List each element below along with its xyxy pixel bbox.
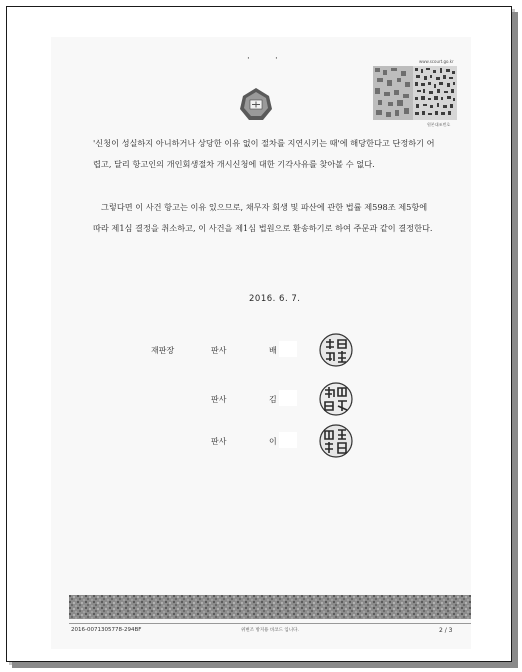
- signature-row: [51, 382, 471, 422]
- signature-row: [51, 424, 471, 464]
- redaction-mask: [279, 390, 297, 406]
- judge-seal-stamp: [319, 333, 353, 367]
- qr-caption: 원본대조번호: [427, 122, 451, 127]
- judge-name: 김: [269, 395, 277, 404]
- signature-row: [51, 333, 471, 373]
- qr-pattern-icon: [373, 66, 413, 120]
- judge-title: 판사: [211, 395, 227, 404]
- decision-date: 2016. 6. 7.: [249, 294, 301, 304]
- redaction-mask: [279, 432, 297, 448]
- body-paragraph: '신청이 성실하지 아니하거나 상당한 이유 없이 절차를 지연시키는 때'에 해당한다고 단정하기 어렵고, 달리 항고인의 개인회생절차 개시신청에 대한 기각사유를 찾아볼 수 없다.: [93, 138, 435, 169]
- anti-forgery-barcode: [69, 595, 471, 619]
- judge-seal-stamp: [319, 424, 353, 458]
- page-number: 2 / 3: [439, 627, 453, 634]
- judge-name: 이: [269, 437, 277, 446]
- document-page: [51, 37, 471, 649]
- court-url: www.scourt.go.kr: [419, 59, 454, 64]
- judge-name: 배: [269, 346, 277, 355]
- footer-rule: [69, 623, 471, 624]
- body-paragraph: 그렇다면 이 사건 항고는 이유 있으므로, 채무자 회생 및 파산에 관한 법률 제598조 제5항에 따라 제1심 결정을 취소하고, 이 사건을 제1심 법원으로 환송하기로 하여 주문과 같이 결정한다.: [93, 202, 433, 233]
- document-id: 2016-0071305778-294BF: [71, 627, 142, 633]
- judge-seal-stamp: [319, 382, 353, 416]
- barcode-notice: 위변조 방지용 바코드 입니다.: [241, 628, 299, 633]
- header-dot: ·: [247, 54, 250, 64]
- court-emblem-icon: [239, 87, 273, 121]
- redaction-mask: [279, 341, 297, 357]
- header-dot: ·: [275, 54, 278, 64]
- qr-code-icon: [413, 66, 457, 120]
- judge-title: 판사: [211, 437, 227, 446]
- presiding-judge-label: 재판장: [151, 346, 175, 355]
- judge-title: 판사: [211, 346, 227, 355]
- document-frame: [6, 6, 512, 662]
